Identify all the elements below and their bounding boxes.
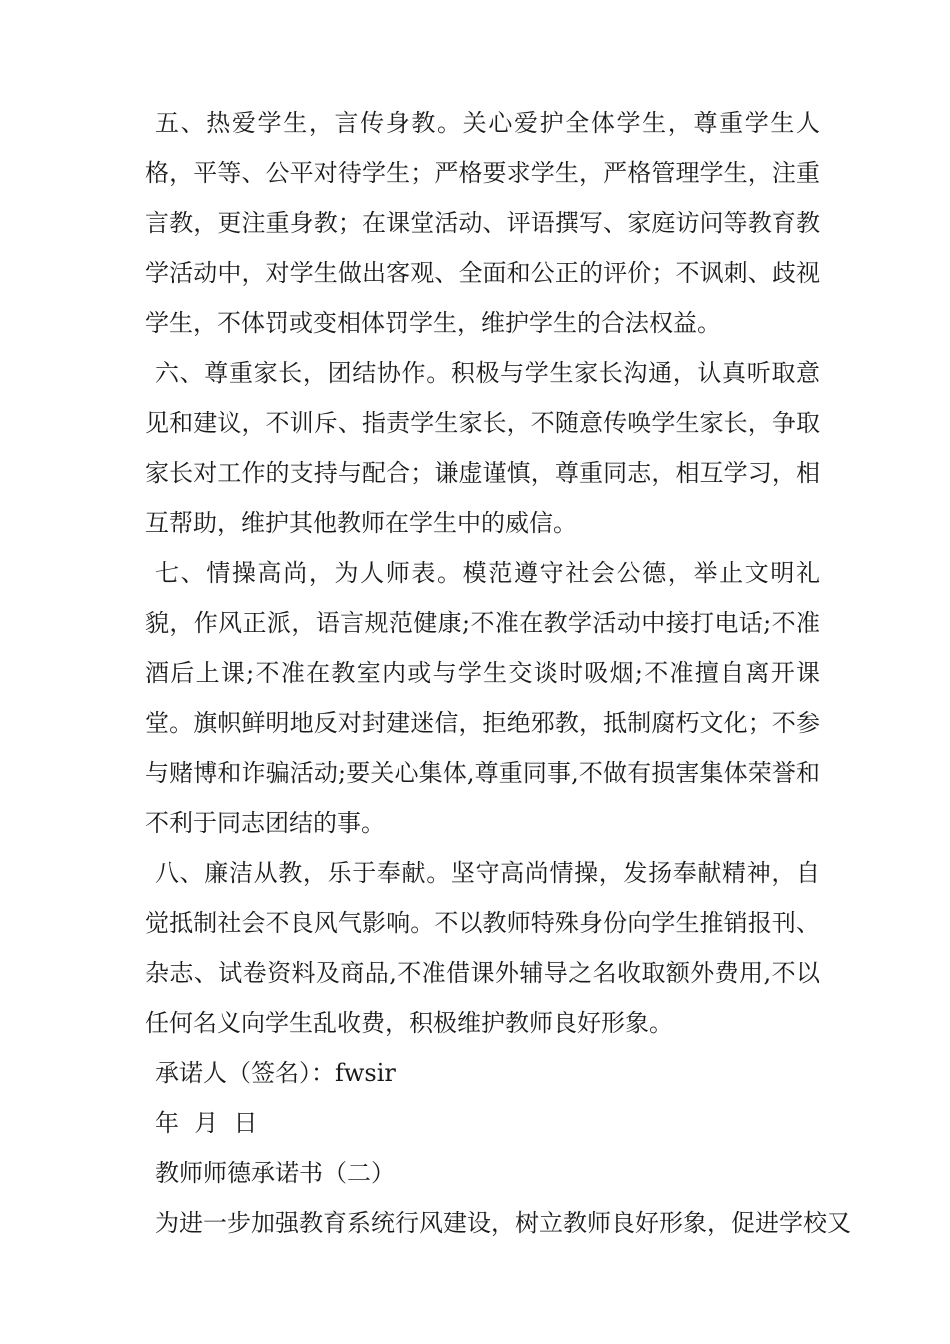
document-body — [145, 98, 851, 1248]
paragraph-six: 六、尊重家长，团结协作。积极与学生家长沟通，认真听取意见和建议，不训斥、指责学生家长，不随意传唤学生家长，争取家长对工作的支持与配合；谦虚谨慎，尊重同志，相互学习，相互帮助，维护其他教师在学生中的威信。 — [145, 359, 820, 537]
paragraph-seven: 七、情操高尚，为人师表。模范遵守社会公德，举止文明礼貌，作风正派，语言规范健康;不准在教学活动中接打电话;不准酒后上课;不准在教室内或与学生交谈时吸烟;不准擅自离开课堂。旗帜鲜明地反对封建迷信，拒绝邪教，抵制腐朽文化；不参与赌博和诈骗活动;要关心集体,尊重同事,不做有损害集体荣誉和不利于同志团结的事。 — [145, 559, 820, 837]
signature-line: 承诺人（签名）：fwsir — [155, 1059, 396, 1087]
paragraph-five: 五、热爱学生，言传身教。关心爱护全体学生，尊重学生人格，平等、公平对待学生；严格要求学生，严格管理学生，注重言教，更注重身教；在课堂活动、评语撰写、家庭访问等教育教学活动中，对学生做出客观、全面和公正的评价；不讽刺、歧视学生，不体罚或变相体罚学生，维护学生的合法权益。 — [145, 109, 820, 337]
paragraph-eight: 八、廉洁从教，乐于奉献。坚守高尚情操，发扬奉献精神，自觉抵制社会不良风气影响。不以教师特殊身份向学生推销报刊、杂志、试卷资料及商品,不准借课外辅导之名收取额外费用,不以任何名义向学生乱收费，积极维护教师良好形象。 — [145, 859, 820, 1037]
date-line: 年 月 日 — [155, 1109, 258, 1137]
intro-line: 为进一步加强教育系统行风建设，树立教师良好形象，促进学校又 — [155, 1209, 851, 1237]
section-title: 教师师德承诺书（二） — [155, 1159, 395, 1187]
